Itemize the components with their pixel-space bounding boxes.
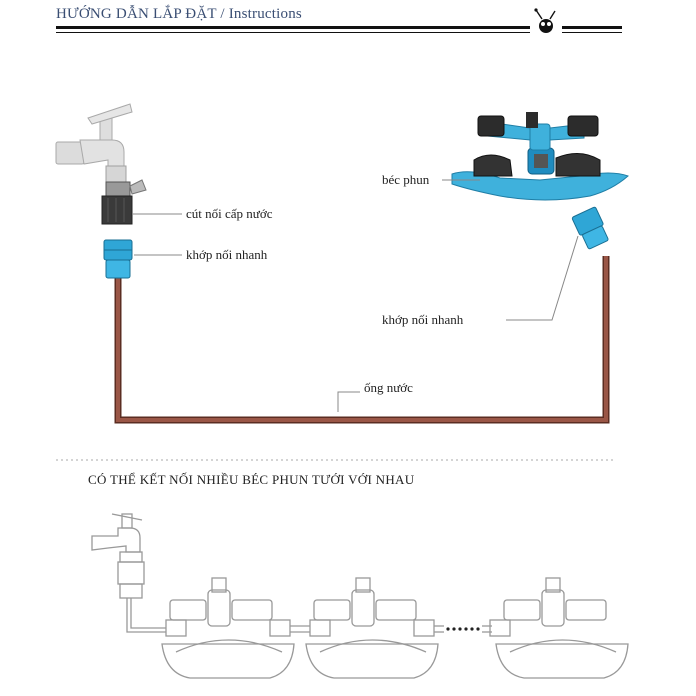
ellipsis-dots — [446, 627, 479, 630]
quick-connector-right-icon — [572, 207, 611, 251]
page-title-en: / Instructions — [220, 6, 302, 22]
sprinkler-outline-3 — [490, 578, 628, 678]
label-tap-adapter: cút nối cấp nước — [186, 206, 273, 221]
water-hose — [118, 256, 606, 420]
sprinkler-outline-2 — [306, 578, 438, 678]
label-sprinkler: béc phun — [382, 172, 430, 187]
label-quick-connector-right: khớp nối nhanh — [382, 312, 464, 327]
leader-hose — [338, 392, 360, 412]
section-title-multi-sprinkler: CÓ THỂ KẾT NỐI NHIỀU BÉC PHUN TƯỚI VỚI NHAU — [88, 472, 415, 487]
faucet-icon — [56, 104, 132, 182]
ant-mascot-icon — [534, 8, 555, 33]
label-quick-connector-left: khớp nối nhanh — [186, 247, 268, 262]
sprinkler-icon — [452, 112, 628, 200]
label-hose: ống nước — [364, 380, 413, 395]
tap-adapter-icon — [102, 180, 146, 224]
page-title-vi: HƯỚNG DẪN LẮP ĐẶT — [56, 6, 217, 22]
leader-quick-connector-right — [506, 236, 578, 320]
multi-sprinkler-diagram — [92, 514, 628, 678]
quick-connector-left-icon — [104, 240, 132, 278]
sprinkler-outline-1 — [162, 578, 294, 678]
